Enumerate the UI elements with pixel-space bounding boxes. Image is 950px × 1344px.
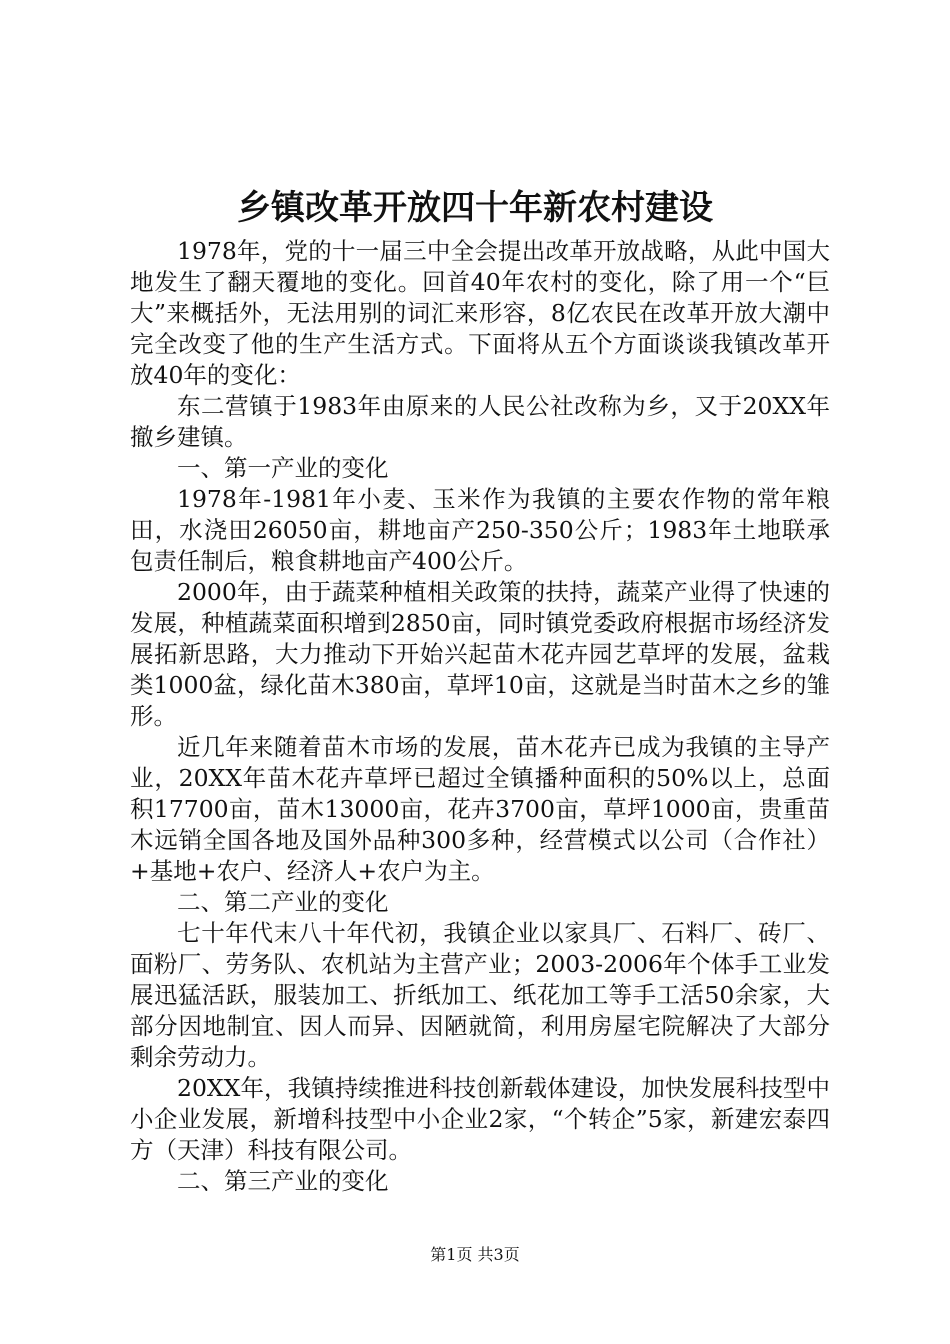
section-heading-primary-industry: 一、第一产业的变化 — [177, 454, 389, 482]
document-title: 乡镇改革开放四十年新农村建设 — [237, 188, 713, 228]
paragraph-tech-enterprises: 20XX年，我镇持续推进科技创新载体建设，加快发展科技型中小企业发展，新增科技型中小企业2家，“个转企”5家，新建宏泰四方（天津）科技有限公司。 — [130, 1074, 830, 1164]
document-body — [130, 236, 830, 1197]
page-number: 第1页 共3页 — [430, 1245, 520, 1264]
paragraph-vegetables: 2000年，由于蔬菜种植相关政策的扶持，蔬菜产业得了快速的发展，种植蔬菜面积增到2850亩，同时镇党委政府根据市场经济发展拓新思路，大力推动下开始兴起苗木花卉园艺草坪的发展，盆栽类1000盆，绿化苗木380亩，草坪10亩，这就是当时苗木之乡的雏形。 — [130, 578, 830, 730]
paragraph-intro: 1978年，党的十一届三中全会提出改革开放战略，从此中国大地发生了翻天覆地的变化。回首40年农村的变化，除了用一个“巨大”来概括外，无法用别的词汇来形容，8亿农民在改革开放大潮中完全改变了他的生产生活方式。下面将从五个方面谈谈我镇改革开放40年的变化： — [130, 237, 830, 389]
paragraph-grain-fields: 1978年-1981年小麦、玉米作为我镇的主要农作物的常年粮田，水浇田26050亩，耕地亩产250-350公斤；1983年土地联承包责任制后，粮食耕地亩产400公斤。 — [130, 485, 830, 575]
paragraph-enterprises: 七十年代末八十年代初，我镇企业以家具厂、石料厂、砖厂、面粉厂、劳务队、农机站为主营产业；2003-2006年个体手工业发展迅猛活跃，服装加工、折纸加工、纸花加工等手工活50余家，大部分因地制宜、因人而异、因陋就简，利用房屋宅院解决了大部分剩余劳动力。 — [130, 919, 830, 1071]
section-heading-secondary-industry: 二、第二产业的变化 — [177, 888, 389, 916]
paragraph-town-history: 东二营镇于1983年由原来的人民公社改称为乡，又于20XX年撤乡建镇。 — [130, 392, 830, 451]
section-heading-tertiary-industry: 二、第三产业的变化 — [177, 1167, 389, 1195]
paragraph-nursery-industry: 近几年来随着苗木市场的发展，苗木花卉已成为我镇的主导产业，20XX年苗木花卉草坪已超过全镇播种面积的50%以上，总面积17700亩，苗木13000亩，花卉3700亩，草坪1000亩，贵重苗木远销全国各地及国外品种300多种，经营模式以公司（合作社）+基地+农户、经济人+农户为主。 — [130, 733, 830, 885]
